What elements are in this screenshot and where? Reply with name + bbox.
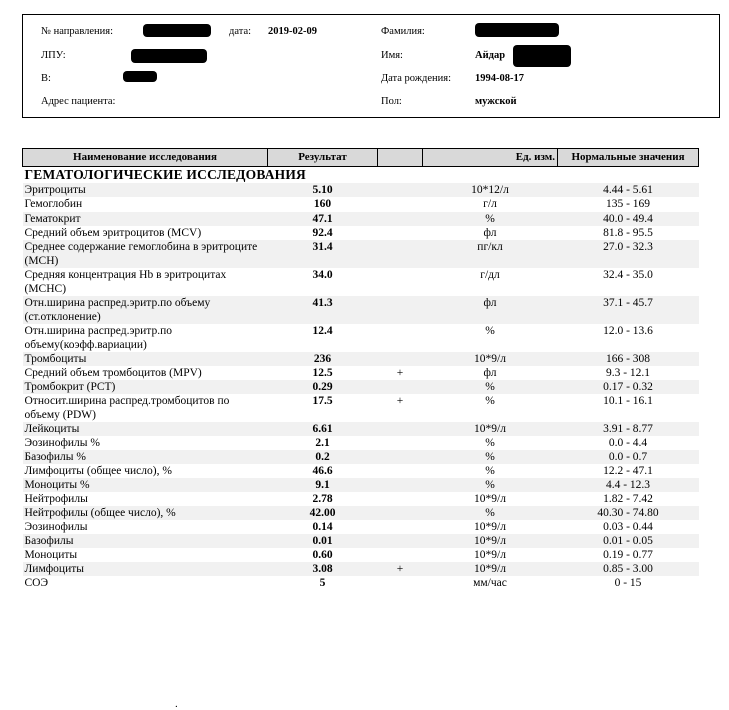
surname-label: Фамилия: (381, 26, 425, 37)
normal-range: 0.85 - 3.00 (558, 562, 699, 576)
test-name: Эритроциты (23, 183, 268, 197)
section-title: ГЕМАТОЛОГИЧЕСКИЕ ИССЛЕДОВАНИЯ (23, 167, 699, 184)
table-row (23, 394, 699, 422)
test-name: Относит.ширина распред.тромбоцитов по объему (PDW) (24, 394, 230, 421)
table-row (23, 197, 699, 211)
result-value: 46.6 (312, 464, 333, 477)
unit-value: г/дл (480, 268, 500, 281)
flag-marker (378, 352, 423, 366)
result-value: 3.08 (268, 562, 378, 576)
unit-value: % (423, 380, 558, 394)
result-value: 5.10 (268, 183, 378, 197)
table-row (23, 268, 699, 296)
normal-range: 81.8 - 95.5 (603, 226, 653, 239)
result-value: 0.60 (312, 548, 333, 561)
table-row (23, 506, 699, 520)
header-normal: Нормальные значения (558, 149, 699, 167)
result-value: 5 (319, 576, 326, 589)
normal-range: 4.44 - 5.61 (558, 183, 699, 197)
flag-marker (378, 422, 423, 436)
normal-range: 10.1 - 16.1 (603, 394, 653, 407)
table-row (23, 492, 699, 506)
test-name: Средняя концентрация Hb в эритроцитах (MCHC) (24, 268, 227, 295)
table-row (23, 520, 699, 534)
v-label: В: (41, 73, 51, 84)
lpu-label: ЛПУ: (41, 50, 66, 61)
normal-range: 27.0 - 32.3 (558, 240, 699, 268)
normal-range: 32.4 - 35.0 (603, 268, 653, 281)
unit-value: фл (483, 366, 497, 379)
normal-range: 12.0 - 13.6 (603, 324, 653, 337)
test-name: Среднее содержание гемоглобина в эритроците (MCH) (23, 240, 268, 268)
unit-value: 10*12/л (423, 183, 558, 197)
test-name: Моноциты (24, 548, 78, 561)
date-value: 2019-02-09 (268, 26, 317, 37)
table-row (23, 450, 699, 464)
footer-mark: . (175, 698, 178, 710)
flag-marker (378, 226, 423, 240)
table-header-row (23, 149, 699, 167)
test-name: Лимфоциты (23, 562, 268, 576)
test-name: Средний объем эритроцитов (MCV) (24, 226, 202, 239)
table-row (23, 352, 699, 366)
birth-label: Дата рождения: (381, 73, 452, 84)
unit-value: 10*9/л (423, 562, 558, 576)
normal-range: 0.19 - 0.77 (603, 548, 653, 561)
test-name: Нейтрофилы (24, 492, 88, 505)
test-name: Отн.ширина распред.эритр.по объему(коэфф.вариации) (24, 324, 172, 351)
normal-range: 3.91 - 8.77 (558, 422, 699, 436)
redaction-bar (143, 24, 211, 37)
flag-marker (378, 520, 423, 534)
patient-header (22, 14, 720, 118)
flag-marker (378, 548, 423, 562)
normal-range: 135 - 169 (605, 198, 651, 211)
table-row (23, 548, 699, 562)
table-row (23, 436, 699, 450)
flag-marker (378, 240, 423, 268)
birth-value: 1994-08-17 (475, 73, 524, 84)
unit-value: г/л (483, 198, 497, 211)
test-name: Лейкоциты (23, 422, 268, 436)
flag-marker (378, 212, 423, 226)
redaction-bar (123, 71, 157, 82)
result-value: 41.3 (268, 296, 378, 324)
table-row (23, 183, 699, 197)
unit-value: % (423, 506, 558, 520)
result-value: 0.01 (268, 534, 378, 548)
flag-marker (378, 380, 423, 394)
unit-value: 10*9/л (423, 422, 558, 436)
normal-range: 0.01 - 0.05 (558, 534, 699, 548)
unit-value: 10*9/л (474, 520, 506, 533)
sex-label: Пол: (381, 96, 402, 107)
unit-value: % (485, 436, 495, 449)
sex-value: мужской (475, 96, 517, 107)
unit-value: пг/кл (423, 240, 558, 268)
normal-range: 12.2 - 47.1 (603, 464, 653, 477)
table-row (23, 422, 699, 436)
table-row (23, 380, 699, 394)
redaction-bar (475, 23, 559, 37)
test-name: Базофилы (23, 534, 268, 548)
flag-marker (378, 183, 423, 197)
unit-value: 10*9/л (423, 534, 558, 548)
unit-value: фл (483, 226, 497, 239)
table-row (23, 478, 699, 492)
unit-value: % (423, 212, 558, 226)
test-name: Тромбоциты (23, 352, 268, 366)
flag-marker (378, 268, 423, 296)
test-name: Эозинофилы (24, 520, 88, 533)
name-label: Имя: (381, 50, 403, 61)
flag-marker: + (396, 394, 404, 407)
results-table (22, 148, 699, 590)
result-value: 2.1 (315, 436, 330, 449)
result-value: 2.78 (312, 492, 333, 505)
result-value: 6.61 (268, 422, 378, 436)
normal-range: 0.0 - 4.4 (608, 436, 648, 449)
table-row (23, 534, 699, 548)
normal-range: 40.30 - 74.80 (558, 506, 699, 520)
test-name: Нейтрофилы (общее число), % (23, 506, 268, 520)
result-value: 92.4 (312, 226, 333, 239)
unit-value: 10*9/л (474, 548, 506, 561)
result-value: 0.2 (268, 450, 378, 464)
header-name: Наименование исследования (23, 149, 268, 167)
unit-value: 10*9/л (474, 492, 506, 505)
test-name: Средний объем тромбоцитов (MPV) (24, 366, 202, 379)
result-value: 17.5 (312, 394, 333, 407)
referral-label: № направления: (41, 26, 114, 37)
normal-range: 0.0 - 0.7 (558, 450, 699, 464)
result-value: 31.4 (268, 240, 378, 268)
normal-range: 0 - 15 (614, 576, 642, 589)
test-name: Тромбокрит (PCT) (23, 380, 268, 394)
unit-value: фл (423, 296, 558, 324)
flag-marker (378, 506, 423, 520)
flag-marker (378, 296, 423, 324)
result-value: 9.1 (268, 478, 378, 492)
normal-range: 166 - 308 (558, 352, 699, 366)
normal-range: 4.4 - 12.3 (558, 478, 699, 492)
redaction-bar (513, 45, 571, 67)
table-row (23, 464, 699, 478)
header-flag (378, 149, 423, 167)
test-name: Гематокрит (23, 212, 268, 226)
table-row (23, 296, 699, 324)
test-name: Отн.ширина распред.эритр.по объему (ст.отклонение) (23, 296, 268, 324)
result-value: 12.4 (312, 324, 333, 337)
unit-value: % (485, 324, 495, 337)
flag-marker (378, 478, 423, 492)
flag-marker (378, 576, 423, 590)
unit-value: мм/час (473, 576, 507, 589)
result-value: 0.14 (312, 520, 333, 533)
header-unit: Ед. изм. (423, 149, 558, 167)
result-value: 236 (268, 352, 378, 366)
unit-value: % (485, 394, 495, 407)
normal-range: 1.82 - 7.42 (603, 492, 653, 505)
result-value: 34.0 (312, 268, 333, 281)
result-value: 12.5 (312, 366, 333, 379)
table-row (23, 226, 699, 240)
table-row (23, 576, 699, 590)
table-row (23, 562, 699, 576)
flag-marker: + (396, 366, 404, 379)
test-name: Эозинофилы % (24, 436, 100, 449)
flag-marker (378, 324, 423, 352)
flag-marker (378, 534, 423, 548)
test-name: Базофилы % (23, 450, 268, 464)
flag-marker (378, 492, 423, 506)
section-row (23, 167, 699, 184)
results-body (23, 167, 699, 590)
result-value: 42.00 (268, 506, 378, 520)
test-name: СОЭ (24, 576, 49, 589)
table-row (23, 324, 699, 352)
test-name: Лимфоциты (общее число), % (24, 464, 172, 477)
normal-range: 9.3 - 12.1 (605, 366, 651, 379)
table-row (23, 212, 699, 226)
flag-marker (378, 197, 423, 211)
flag-marker (378, 436, 423, 450)
normal-range: 0.17 - 0.32 (558, 380, 699, 394)
result-value: 160 (313, 198, 332, 211)
unit-value: % (423, 478, 558, 492)
flag-marker (378, 464, 423, 478)
unit-value: % (423, 450, 558, 464)
date-label: дата: (229, 26, 252, 37)
flag-marker: + (378, 562, 423, 576)
table-row (23, 240, 699, 268)
normal-range: 0.03 - 0.44 (603, 520, 653, 533)
result-value: 47.1 (268, 212, 378, 226)
normal-range: 40.0 - 49.4 (558, 212, 699, 226)
address-label: Адрес пациента: (41, 96, 116, 107)
header-result: Результат (268, 149, 378, 167)
unit-value: % (485, 464, 495, 477)
result-value: 0.29 (268, 380, 378, 394)
name-value: Айдар (475, 50, 506, 61)
test-name: Моноциты % (23, 478, 268, 492)
unit-value: 10*9/л (423, 352, 558, 366)
flag-marker (378, 450, 423, 464)
normal-range: 37.1 - 45.7 (558, 296, 699, 324)
redaction-bar (131, 49, 207, 63)
table-row (23, 366, 699, 380)
test-name: Гемоглобин (24, 198, 83, 211)
